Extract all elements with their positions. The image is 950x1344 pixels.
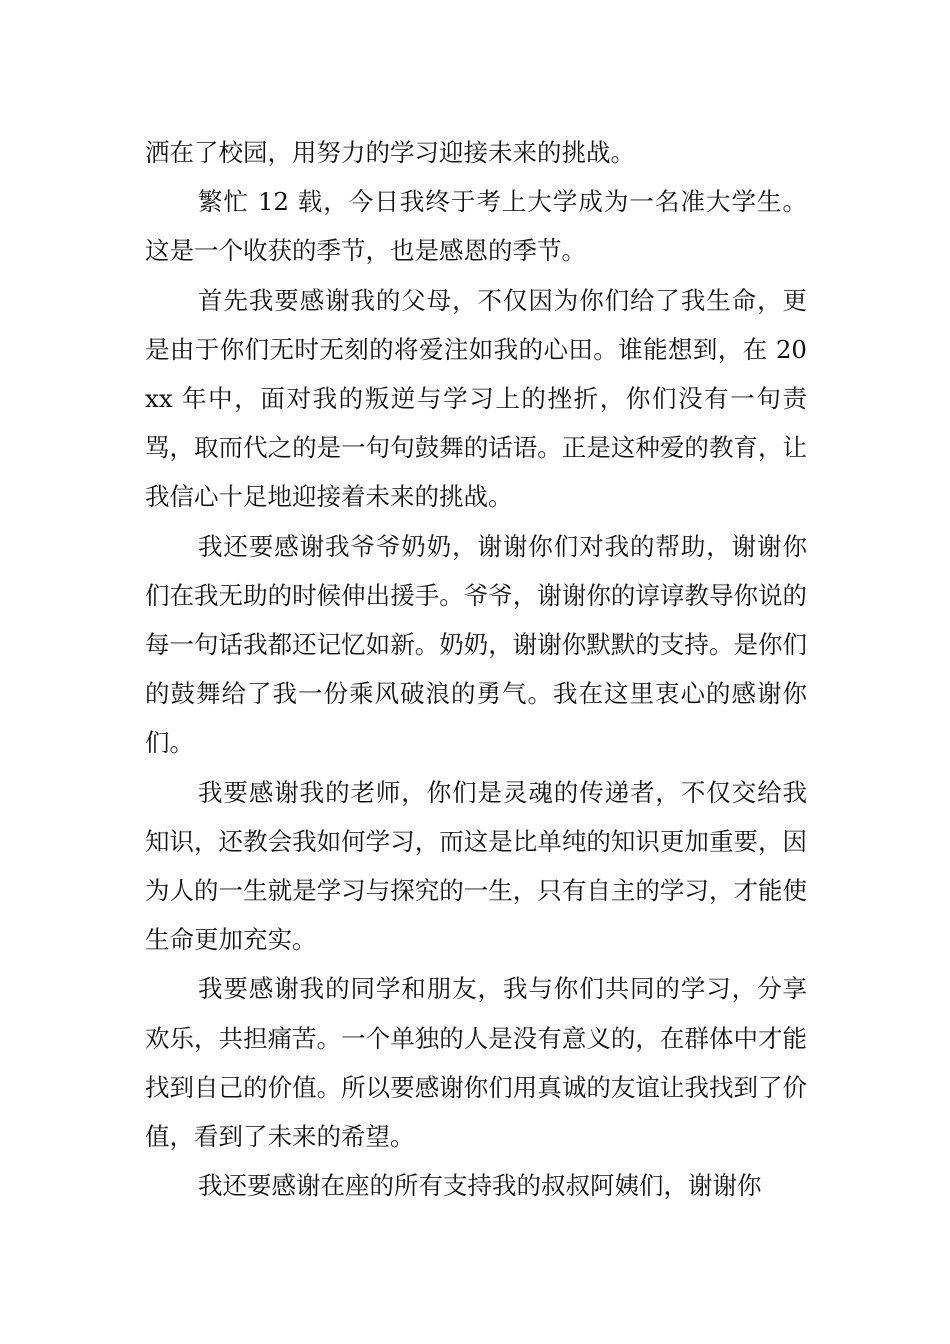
paragraph-thanks-teachers: 我要感谢我的老师，你们是灵魂的传递者，不仅交给我知识，还教会我如何学习，而这是比单纯的知识更加重要，因为人的一生就是学习与探究的一生，只有自主的学习，才能使生命更加充实。 (145, 777, 807, 955)
paragraph-thanks-elders: 我还要感谢在座的所有支持我的叔叔阿姨们，谢谢你 (198, 1171, 762, 1201)
paragraph-continuation: 洒在了校园，用努力的学习迎接未来的挑战。 (145, 138, 635, 167)
paragraph-thanks-friends: 我要感谢我的同学和朋友，我与你们共同的学习，分享欢乐，共担痛苦。一个单独的人是没有意义的，在群体中才能找到自己的价值。所以要感谢你们用真诚的友谊让我找到了价值，看到了未来的希望。 (145, 974, 807, 1152)
document-body (145, 128, 807, 1210)
paragraph-thanks-parents: 首先我要感谢我的父母，不仅因为你们给了我生命，更是由于你们无时无刻的将爱注如我的心田。谁能想到，在 20xx 年中，面对我的叛逆与学习上的挫折，你们没有一句责骂，取而代之的是一句句鼓舞的话语。正是这种爱的教育，让我信心十足地迎接着未来的挑战。 (145, 285, 807, 512)
paragraph-intro: 繁忙 12 载，今日我终于考上大学成为一名准大学生。这是一个收获的季节，也是感恩的季节。 (145, 187, 807, 266)
paragraph-thanks-grandparents: 我还要感谢我爷爷奶奶，谢谢你们对我的帮助，谢谢你们在我无助的时候伸出援手。爷爷，谢谢你的谆谆教导你说的每一句话我都还记忆如新。奶奶，谢谢你默默的支持。是你们的鼓舞给了我一份乘风破浪的勇气。我在这里衷心的感谢你们。 (145, 531, 807, 758)
